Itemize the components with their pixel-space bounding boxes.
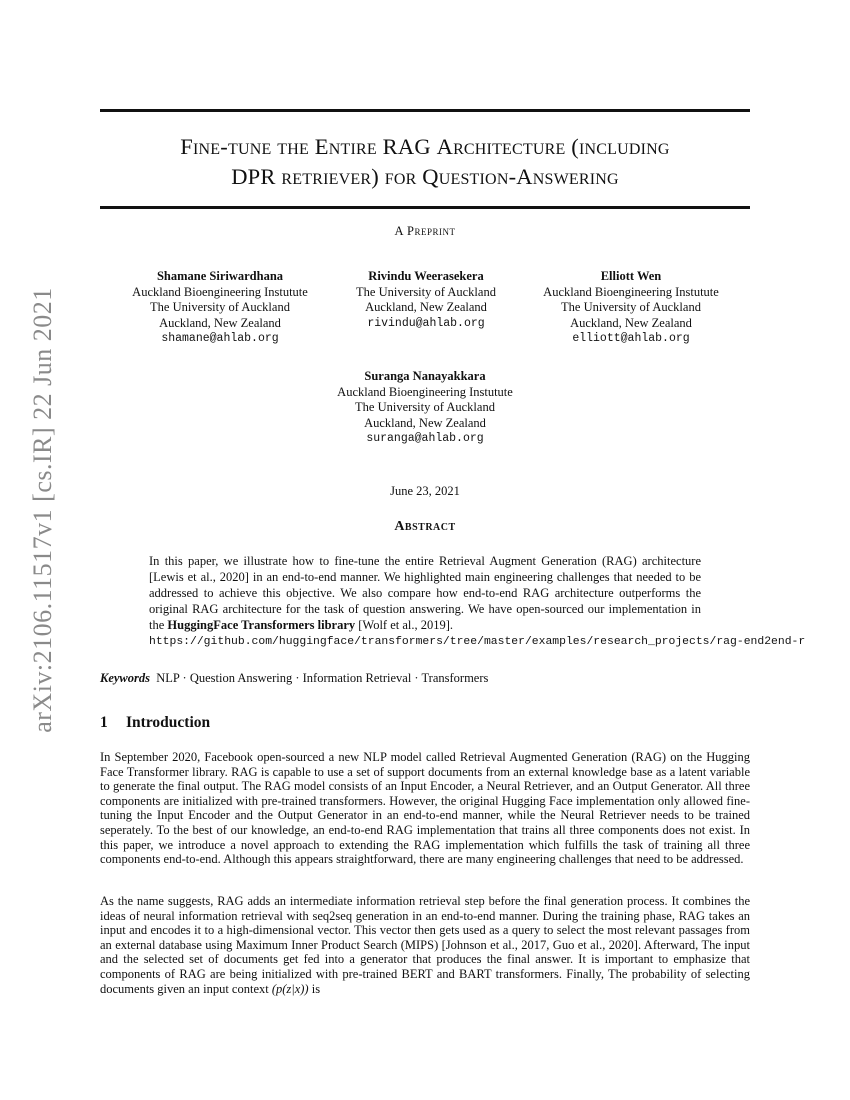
title-word: RAG [382, 134, 431, 159]
author-affiliation: Auckland, New Zealand [364, 415, 486, 430]
author-affiliation: Auckland Bioengineering Instutute [132, 284, 308, 299]
author-block [310, 369, 540, 447]
author-affiliation: Auckland, New Zealand [365, 300, 487, 314]
author-block [311, 269, 541, 331]
abstract-text: [Wolf et al., 2019]. [355, 618, 454, 632]
paper-title [100, 132, 750, 192]
author-affiliation: The University of Auckland [355, 400, 495, 414]
paragraph-text: As the name suggests, RAG adds an intermediate information retrieval step before the final generation process. It combines the ideas of neural information retrieval with seq2seq generation in an end-to-end manner. During the training phase, RAG takes an input and encodes it to a high-dimensional vector. This vector then gets used as a query to select the most relevant passages from an external database using Maximum Inner Product Search (MIPS) [Johnson et al., 2017, Guo et al., 2020]. Afterward, The input and the selected set of documents get fed into a generator that produces the final answer. It is important to emphasize that components of RAG are being initialized with pre-trained BERT and BART transformers. Finally, The probability of selecting documents given an input context [100, 894, 750, 996]
paragraph-text: is [308, 981, 321, 996]
title-word: Q [422, 164, 439, 189]
intro-paragraph-1: In September 2020, Facebook open-sourced a new NLP model called Retrieval Augmented Generation (RAG) on the Hugging Face Transformer library. RAG is capable to use a set of support documents from an external knowledge base as a latent variable to generate the final output. The RAG model consists of an Input Encoder, a Neural Retriever, and an Output Generator. All three components are initialized with pre-trained transformers. However, the original Hugging Face implementation only allowed fine-tuning the Input Encoder and the Output Generator in an end-to-end manner, while the Neural Retriever needs to be trained seperately. To the best of our knowledge, an end-to-end RAG implementation that trains all three components does not exist. In this paper, we introduce a novel approach to extending the RAG implementation which fulfills the task of training all three components end-to-end. Although this appears straightforward, there are many engineering challenges that need to be addressed. [100, 750, 750, 867]
author-email[interactable]: suranga@ahlab.org [366, 432, 484, 445]
section-title: Introduction [126, 714, 211, 731]
keywords-list: NLP · Question Answering · Information Retrieval · Transformers [156, 671, 489, 685]
title-word: E [314, 134, 329, 159]
title-word: A [436, 134, 454, 159]
title-word: A [516, 164, 533, 189]
author-name: Suranga Nanayakkara [364, 369, 486, 383]
title-word: ntire [328, 134, 383, 159]
title-word: rchitecture (including [453, 134, 670, 159]
author-email[interactable]: elliott@ahlab.org [572, 332, 690, 345]
title-word: F [180, 134, 194, 159]
author-block [516, 269, 746, 347]
title-word: ine-tune the [193, 134, 315, 159]
author-affiliation: Auckland, New Zealand [570, 315, 692, 330]
arxiv-identifier-stamp: arXiv:2106.11517v1 [cs.IR] 22 Jun 2021 [28, 287, 57, 733]
section-heading [100, 714, 210, 732]
math-expression: (p(z|x)) [271, 981, 309, 996]
author-affiliation: Auckland Bioengineering Instutute [543, 284, 719, 299]
title-word: retriever) for [275, 164, 423, 189]
abstract-body [149, 553, 701, 633]
publication-date: June 23, 2021 [390, 484, 460, 498]
title-top-rule [100, 109, 750, 112]
author-name: Shamane Siriwardhana [156, 269, 284, 283]
author-affiliation: Auckland Bioengineering Instutute [337, 384, 513, 399]
author-email[interactable]: rivindu@ahlab.org [367, 316, 485, 330]
abstract-text: In this paper, we illustrate how to fine-tune the entire Retrieval Augment Generation (RAG) architecture [Lewis et al., 2020] in an end-to-end manner. We highlighted main engineering challenges that needed to be addressed to achieve this objective. We also compare how end-to-end RAG architecture outperforms the original RAG architecture for the task of question answering. We have open-sourced our implementation in the [149, 554, 701, 632]
title-line-1 [100, 132, 750, 162]
intro-paragraph-2 [100, 894, 750, 996]
title-word: DPR [231, 164, 276, 189]
keywords-line [100, 671, 488, 686]
title-word: uestion- [438, 164, 517, 189]
title-bottom-rule [100, 206, 750, 209]
repository-url-link[interactable]: https://github.com/huggingface/transformers/tree/master/examples/research_projects/rag-end2end-r [149, 636, 806, 648]
title-line-2 [100, 162, 750, 192]
keywords-label: Keywords [100, 671, 150, 685]
author-name: Elliott Wen [600, 269, 662, 283]
preprint-label: A Preprint [394, 224, 456, 238]
author-email[interactable]: shamane@ahlab.org [161, 332, 279, 345]
author-block [105, 269, 335, 347]
author-affiliation: The University of Auckland [356, 284, 496, 299]
abstract-library-name: HuggingFace Transformers library [167, 618, 356, 632]
title-word: nswering [532, 164, 619, 189]
abstract-heading: Abstract [394, 519, 456, 534]
author-affiliation: Auckland, New Zealand [159, 315, 281, 330]
author-name: Rivindu Weerasekera [368, 269, 484, 283]
author-affiliation: The University of Auckland [561, 300, 701, 314]
author-affiliation: The University of Auckland [150, 300, 290, 314]
section-number: 1 [100, 714, 108, 731]
